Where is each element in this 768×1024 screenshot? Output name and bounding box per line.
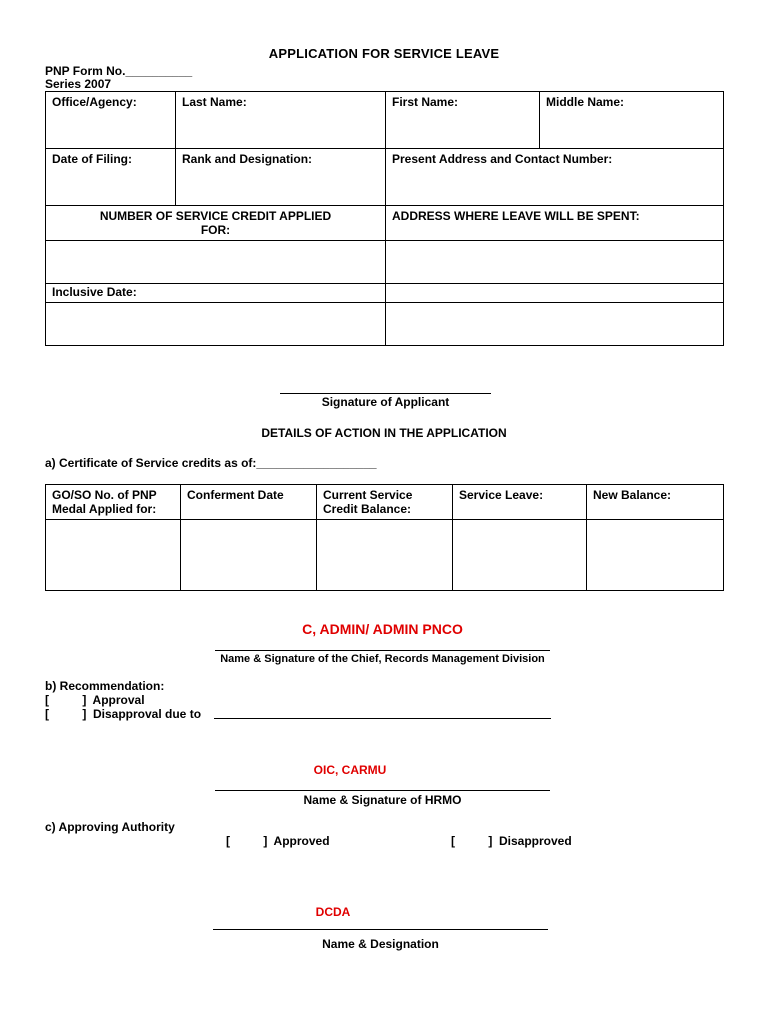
signatory-3-line[interactable] (213, 929, 548, 930)
signatory-2-name: OIC, CARMU (313, 763, 387, 777)
present-address-cell[interactable] (386, 149, 724, 206)
inclusive-date-label: Inclusive Date: (52, 285, 137, 299)
credits-header-line1: Current Service (323, 488, 413, 502)
signatory-1-caption: Name & Signature of the Chief, Records Management Division (220, 653, 545, 665)
recommendation-heading: b) Recommendation: (45, 679, 165, 693)
credits-header-line1: New Balance: (593, 488, 672, 502)
service-credit-header (46, 206, 386, 241)
last-name-label: Last Name: (182, 95, 247, 109)
credits-header-line1: GO/SO No. of PNP (52, 488, 157, 502)
signatory-2-line[interactable] (215, 790, 550, 791)
credits-input-cell[interactable] (453, 520, 587, 591)
service-credit-label-line1: NUMBER OF SERVICE CREDIT APPLIED (99, 209, 332, 223)
form-number: PNP Form No.__________ (45, 64, 193, 78)
inclusive-date-header (46, 284, 386, 303)
certificate-credits-line: a) Certificate of Service credits as of:__________________ (45, 456, 377, 470)
credits-header-line1: Conferment Date (187, 488, 284, 502)
credits-header-line2: Medal Applied for: (52, 502, 157, 516)
credits-input-cell[interactable] (181, 520, 317, 591)
inclusive-date-input-cell[interactable] (46, 303, 386, 346)
credits-header-cell (46, 485, 181, 520)
credits-header-cell (453, 485, 587, 520)
date-of-filing-cell[interactable] (46, 149, 176, 206)
credits-header-cell (317, 485, 453, 520)
rank-designation-cell[interactable] (176, 149, 386, 206)
office-agency-cell[interactable] (46, 92, 176, 149)
inclusive-date-side-input-cell[interactable] (386, 303, 724, 346)
address-leave-input-cell[interactable] (386, 241, 724, 284)
last-name-cell[interactable] (176, 92, 386, 149)
signatory-3-caption: Name & Designation (322, 937, 439, 951)
credits-header-line1: Service Leave: (459, 488, 544, 502)
signatory-2-caption: Name & Signature of HRMO (303, 793, 462, 807)
service-credit-label-line2: FOR: (200, 223, 231, 237)
details-heading: DETAILS OF ACTION IN THE APPLICATION (261, 426, 507, 440)
address-leave-label: ADDRESS WHERE LEAVE WILL BE SPENT: (392, 209, 640, 223)
approving-authority-heading: c) Approving Authority (45, 820, 175, 834)
first-name-cell[interactable] (386, 92, 540, 149)
disapproval-reason-line[interactable] (214, 718, 551, 719)
form-title: APPLICATION FOR SERVICE LEAVE (268, 46, 500, 61)
address-leave-header (386, 206, 724, 241)
applicant-signature-line[interactable] (280, 393, 491, 394)
credits-input-cell[interactable] (317, 520, 453, 591)
disapproved-checkbox[interactable]: [ ] Disapproved (451, 834, 572, 848)
middle-name-cell[interactable] (540, 92, 724, 149)
date-of-filing-label: Date of Filing: (52, 152, 132, 166)
office-agency-label: Office/Agency: (52, 95, 137, 109)
signature-applicant-caption: Signature of Applicant (321, 395, 450, 409)
approval-checkbox[interactable]: [ ] Approval (45, 693, 145, 707)
credits-table (45, 484, 724, 591)
first-name-label: First Name: (392, 95, 459, 109)
credits-input-cell[interactable] (46, 520, 181, 591)
credits-header-line2: Credit Balance: (323, 502, 412, 516)
inclusive-date-side-header (386, 284, 724, 303)
present-address-label: Present Address and Contact Number: (392, 152, 613, 166)
middle-name-label: Middle Name: (546, 95, 625, 109)
approved-checkbox[interactable]: [ ] Approved (226, 834, 330, 848)
credits-header-cell (587, 485, 724, 520)
credits-header-cell (181, 485, 317, 520)
form-series: Series 2007 (45, 77, 112, 91)
credits-input-cell[interactable] (587, 520, 724, 591)
applicant-table (45, 91, 724, 346)
signatory-1-line[interactable] (215, 650, 550, 651)
service-credit-input-cell[interactable] (46, 241, 386, 284)
disapproval-checkbox[interactable]: [ ] Disapproval due to (45, 707, 202, 721)
signatory-3-name: DCDA (315, 905, 351, 919)
signatory-1-name: C, ADMIN/ ADMIN PNCO (302, 621, 463, 637)
rank-designation-label: Rank and Designation: (182, 152, 313, 166)
